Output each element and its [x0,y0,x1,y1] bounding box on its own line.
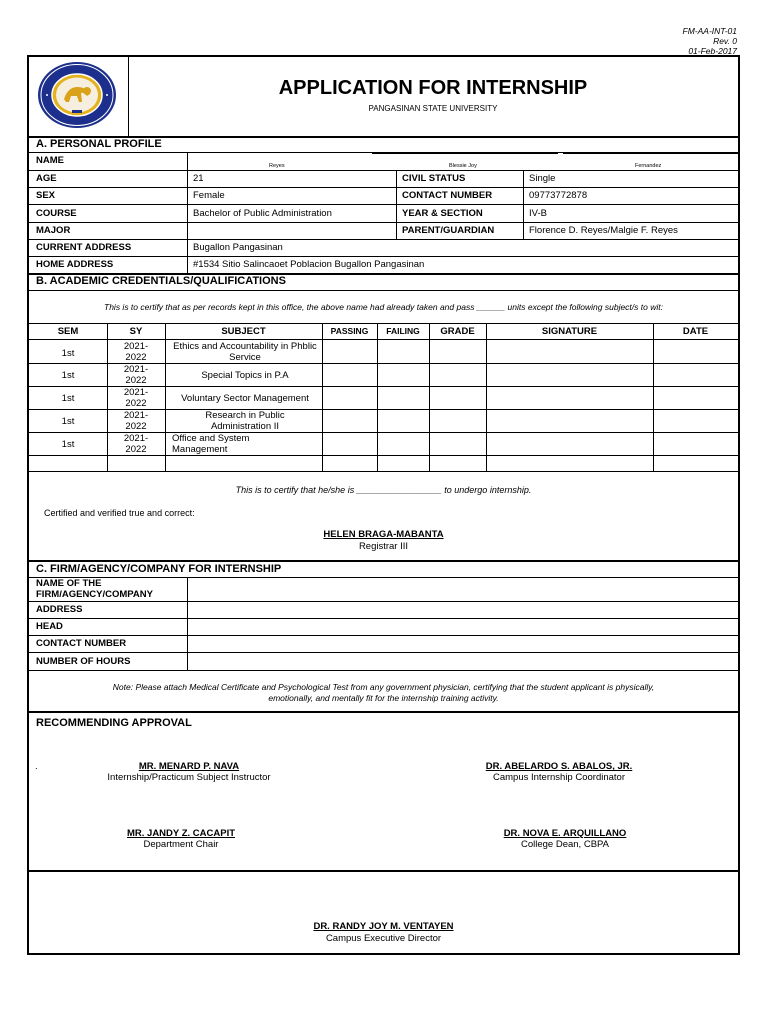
certify-statement: This is to certify that as per records kept in this office, the above name had already taken and pass ______ units except the following subject/s to wit: [104,302,663,312]
form-code: FM-AA-INT-01 [682,26,737,36]
age-label: AGE [36,173,57,184]
home-address-value[interactable]: #1534 Sitio Salincaoet Poblacion Bugallon Pangasinan [193,259,425,270]
row1-sy2: 2022 [125,352,147,363]
section-b-heading: B. ACADEMIC CREDENTIALS/QUALIFICATIONS [36,275,286,287]
section-a-heading: A. PERSONAL PROFILE [36,138,162,150]
firm-hours-label: NUMBER OF HOURS [36,656,131,667]
middle-name-value[interactable]: Fernandez [635,163,662,169]
col-date: DATE [682,326,709,337]
college-dean-title: College Dean, CBPA [520,839,609,850]
course-value[interactable]: Bachelor of Public Administration [193,208,332,219]
revision-date: 01-Feb-2017 [688,46,737,56]
form-title: APPLICATION FOR INTERNSHIP [278,77,588,99]
row2-sy2: 2022 [125,375,147,386]
row3-sem: 1st [61,393,75,404]
note-line2: emotionally, and mentally fit for the internship training activity. [268,693,499,703]
approval-dot: . [35,761,38,772]
row1-sy1: 2021- [123,341,149,352]
row5-sy2: 2022 [125,444,147,455]
subject-instructor-title: Internship/Practicum Subject Instructor [107,772,271,783]
internship-certify: This is to certify that he/she is _________________ to undergo internship. [235,485,532,495]
home-address-label: HOME ADDRESS [36,259,114,270]
row2-subject: Special Topics in P.A [201,370,289,381]
name-label: NAME [36,155,64,166]
executive-director-name: DR. RANDY JOY M. VENTAYEN [313,921,454,932]
col-failing: FAILING [386,326,420,336]
sex-value[interactable]: Female [193,190,225,201]
col-passing: PASSING [330,326,369,336]
contact-number-label: CONTACT NUMBER [402,190,493,201]
col-sem: SEM [57,326,79,337]
document-code [683,26,737,56]
col-grade: GRADE [440,326,475,337]
age-value[interactable]: 21 [193,173,204,184]
contact-number-value[interactable]: 09773772878 [529,190,588,201]
note-line1: Note: Please attach Medical Certificate and Psychological Test from any government physician, certifying that the student applicant is physically, [112,682,655,692]
form-header [29,57,738,138]
firm-name-label-line1: NAME OF THE [36,578,102,589]
form-subtitle: PANGASINAN STATE UNIVERSITY [368,104,498,113]
row1-subject: Ethics and Accountability in Phblic Service [173,341,317,363]
col-sy: SY [129,326,143,337]
parent-guardian-value[interactable]: Florence D. Reyes/Malgie F. Reyes [529,225,678,236]
revision: Rev. 0 [713,36,737,46]
civil-status-value[interactable]: Single [529,173,556,184]
row4-subject: Research in Public Administration II [205,410,285,432]
registrar-name: HELEN BRAGA-MABANTA [323,529,444,540]
current-address-value[interactable]: Bugallon Pangasinan [193,242,283,253]
row4-sem: 1st [61,416,75,427]
col-signature: SIGNATURE [541,326,598,337]
row5-sy1: 2021- [123,433,149,444]
row4-sy2: 2022 [125,421,147,432]
firm-contact-label: CONTACT NUMBER [36,638,127,649]
department-chair-name: MR. JANDY Z. CACAPIT [126,828,236,839]
internship-coordinator-title: Campus Internship Coordinator [492,772,625,783]
approval-heading: RECOMMENDING APPROVAL [36,717,192,729]
sex-label: SEX [36,190,56,201]
parent-guardian-label: PARENT/GUARDIAN [402,225,495,236]
first-name-value[interactable]: Blessie Joy [449,163,477,169]
internship-coordinator-name: DR. ABELARDO S. ABALOS, JR. [485,761,633,772]
registrar-title: Registrar III [358,541,409,552]
department-chair-title: Department Chair [143,839,219,850]
row2-sem: 1st [61,370,75,381]
row3-sy2: 2022 [125,398,147,409]
college-dean-name: DR. NOVA E. ARQUILLANO [503,828,627,839]
year-section-label: YEAR & SECTION [402,208,483,219]
last-name-value[interactable]: Reyes [269,163,285,169]
row3-subject: Voluntary Sector Management [181,393,309,404]
firm-name-label-line2: FIRM/AGENCY/COMPANY [36,589,153,600]
year-section-value[interactable]: IV-B [529,208,547,219]
university-seal-icon [37,61,117,129]
section-c-heading: C. FIRM/AGENCY/COMPANY FOR INTERNSHIP [36,563,282,575]
internship-form [27,55,740,955]
current-address-label: CURRENT ADDRESS [36,242,132,253]
row5-sem: 1st [61,439,75,450]
certified-text: Certified and verified true and correct: [44,508,195,518]
row1-sem: 1st [61,348,75,359]
firm-head-label: HEAD [36,621,63,632]
firm-name-label [36,578,153,600]
executive-director-title: Campus Executive Director [325,933,442,944]
row3-sy1: 2021- [123,387,149,398]
logo-cell [29,57,129,136]
firm-address-label: ADDRESS [36,604,83,615]
row4-sy1: 2021- [123,410,149,421]
major-label: MAJOR [36,225,71,236]
row5-subject: Office and System Management [172,433,250,455]
col-subject: SUBJECT [221,326,266,337]
subject-instructor-name: MR. MENARD P. NAVA [138,761,240,772]
row2-sy1: 2021- [123,364,149,375]
civil-status-label: CIVIL STATUS [402,173,466,184]
course-label: COURSE [36,208,77,219]
